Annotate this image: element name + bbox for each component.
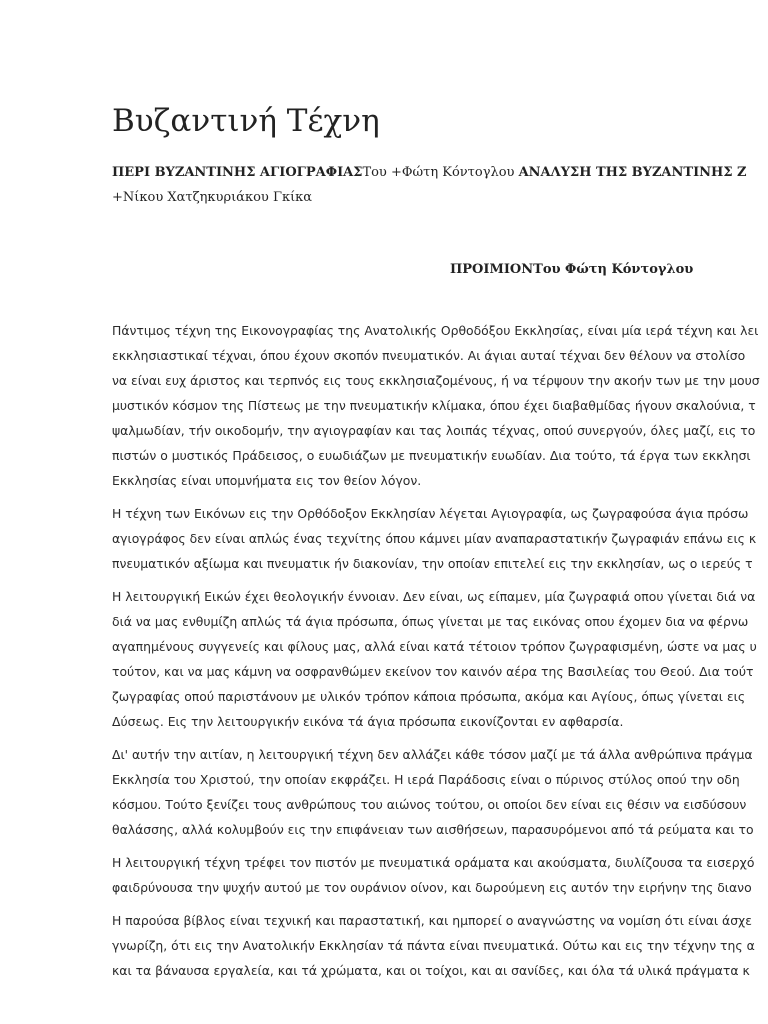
paragraph-line: τούτον, και να μας κάμνη να οσφρανθώμεν εκείνον τον καινόν αέρα της Βασιλείας του Θεού. Δια τούτ [112,664,754,679]
byline-title-2: ΑΝΑΛΥΣΗ ΤΗΣ ΒΥΖΑΝΤΙΝΗΣ Ζ [518,165,747,180]
paragraph [112,850,768,900]
paragraph-line: Η λειτουργική τέχνη τρέφει τον πιστόν με πνευματικά οράματα και ακούσματα, διυλίζουσα τα εισερχό [112,855,755,870]
paragraph-line: θαλάσσης, αλλά κολυμβούν εις την επιφάνειαν των αισθήσεων, παρασυρόμενοι από τά ρεύματα και το [112,822,754,837]
byline [112,160,747,210]
paragraph-line: Εκκλησίας είναι υπομνήματα εις τον θείον λόγον. [112,473,422,488]
paragraph-line: Δύσεως. Εις την λειτουργικήν εικόνα τά άγια πρόσωπα εικονίζονται εν αφθαρσία. [112,714,624,729]
body-text [112,318,768,991]
paragraph-line: αγαπημένους συγγενείς και φίλους μας, αλλά είναι κατά τέτοιον τρόπον ζωγραφισμένη, ώστε να μας υ [112,639,757,654]
paragraph-line: Η παρούσα βίβλος είναι τεχνική και παραστατική, και ημπορεί ο αναγνώστης να νομίση ότι είναι άσχε [112,913,752,928]
paragraph-line: ζωγραφίας οπού παριστάνουν με υλικόν τρόπον κάποια πρόσωπα, ακόμα και Αγίους, όπως γίνεται εις [112,689,746,704]
paragraph-line: Εκκλησία του Χριστού, την οποίαν εκφράζει. Η ιερά Παράδοσις είναι ο πύρινος στύλος οπού την οδη [112,772,740,787]
paragraph-line: και τα βάναυσα εργαλεία, και τά χρώματα, και οι τοίχοι, και αι σανίδες, και όλα τά υλικά πράγματα κ [112,963,750,978]
paragraph-line: φαιδρύνουσα την ψυχήν αυτού με τον ουράνιον οίνον, και δωρούμενη εις αυτόν την ειρήνην της διανο [112,880,752,895]
paragraph-line: Δι' αυτήν την αιτίαν, η λειτουργική τέχνη δεν αλλάζει κάθε τόσον μαζί με τά άλλα ανθρώπινα πράγμα [112,747,753,762]
paragraph-line: να είναι ευχ άριστος και τερπνός εις τους εκκλησιαζομένους, ή να τέρψουν την ακοήν των με την μουσ [112,373,760,388]
paragraph [112,908,768,983]
paragraph-line: ψαλμωδίαν, τήν οικοδομήν, την αγιογραφίαν και τας λοιπάς τέχνας, οπού συνεργούν, όλες μαζί, εις το [112,423,756,438]
paragraph-line: πιστών ο μυστικός Πράδεισος, ο ευωδιάζων με πνευματικήν ευωδίαν. Δια τούτο, τά έργα των εκκλησι [112,448,751,463]
paragraph-line: εκκλησιαστικαί τέχναι, όπου έχουν σκοπόν πνευματικόν. Αι άγιαι αυταί τέχναι δεν θέλουν να στολίσο [112,348,746,363]
paragraph-line: Η λειτουργική Εικών έχει θεολογικήν έννοιαν. Δεν είναι, ως είπαμεν, μία ζωγραφιά οπου γίνεται διά να [112,589,756,604]
section-heading-title: ΠΡΟΙΜΙΟΝ [450,262,534,277]
paragraph-line: αγιογράφος δεν είναι απλώς ένας τεχνίτης όπου κάμνει μίαν αναπαραστατικήν ζωγραφιάν επάνω εις κ [112,531,757,546]
section-heading-author: Του Φώτη Κόντογλου [533,262,694,277]
paragraph-line: μυστικόν κόσμον της Πίστεως με την πνευματικήν κλίμακα, όπου έχει διαβαθμίδας ήγουν σκαλούνια, τ [112,398,756,413]
byline-title-1: ΠΕΡΙ ΒΥΖΑΝΤΙΝΗΣ ΑΓΙΟΓΡΑΦΙΑΣ [112,165,363,180]
paragraph-line: πνευματικόν αξίωμα και πνευματικ ήν διακονίαν, την οποίαν επιτελεί εις την εκκλησίαν, ως ο ιερεύς τ [112,556,753,571]
paragraph [112,318,768,493]
paragraph-line: Πάντιμος τέχνη της Εικονογραφίας της Ανατολικής Ορθοδόξου Εκκλησίας, είναι μία ιερά τέχνη και λει [112,323,759,338]
paragraph [112,501,768,576]
paragraph-line: κόσμου. Τούτο ξενίζει τους ανθρώπους του αιώνος τούτου, οι οποίοι δεν είναι εις θέσιν να εισδύσουν [112,797,747,812]
paragraph-line: γνωρίζη, ότι εις την Ανατολικήν Εκκλησίαν τά πάντα είναι πνευματικά. Ούτω και εις την τέχνην της α [112,938,755,953]
byline-line-2: +Νίκου Χατζηκυριάκου Γκίκα [112,190,313,205]
page-title: Βυζαντινή Τέχνη [112,103,380,139]
byline-author-1: Του +Φώτη Κόντογλου [362,165,519,180]
paragraph-line: Η τέχνη των Εικόνων εις την Ορθόδοξον Εκκλησίαν λέγεται Αγιογραφία, ως ζωγραφούσα άγια πρόσω [112,506,749,521]
paragraph [112,742,768,842]
section-heading [450,262,693,277]
byline-line-1 [112,160,747,185]
paragraph [112,584,768,734]
paragraph-line: διά να μας ενθυμίζη απλώς τά άγια πρόσωπα, όπως γίνεται με τας εικόνας οπου έχομεν δια να φέρνω [112,614,749,629]
